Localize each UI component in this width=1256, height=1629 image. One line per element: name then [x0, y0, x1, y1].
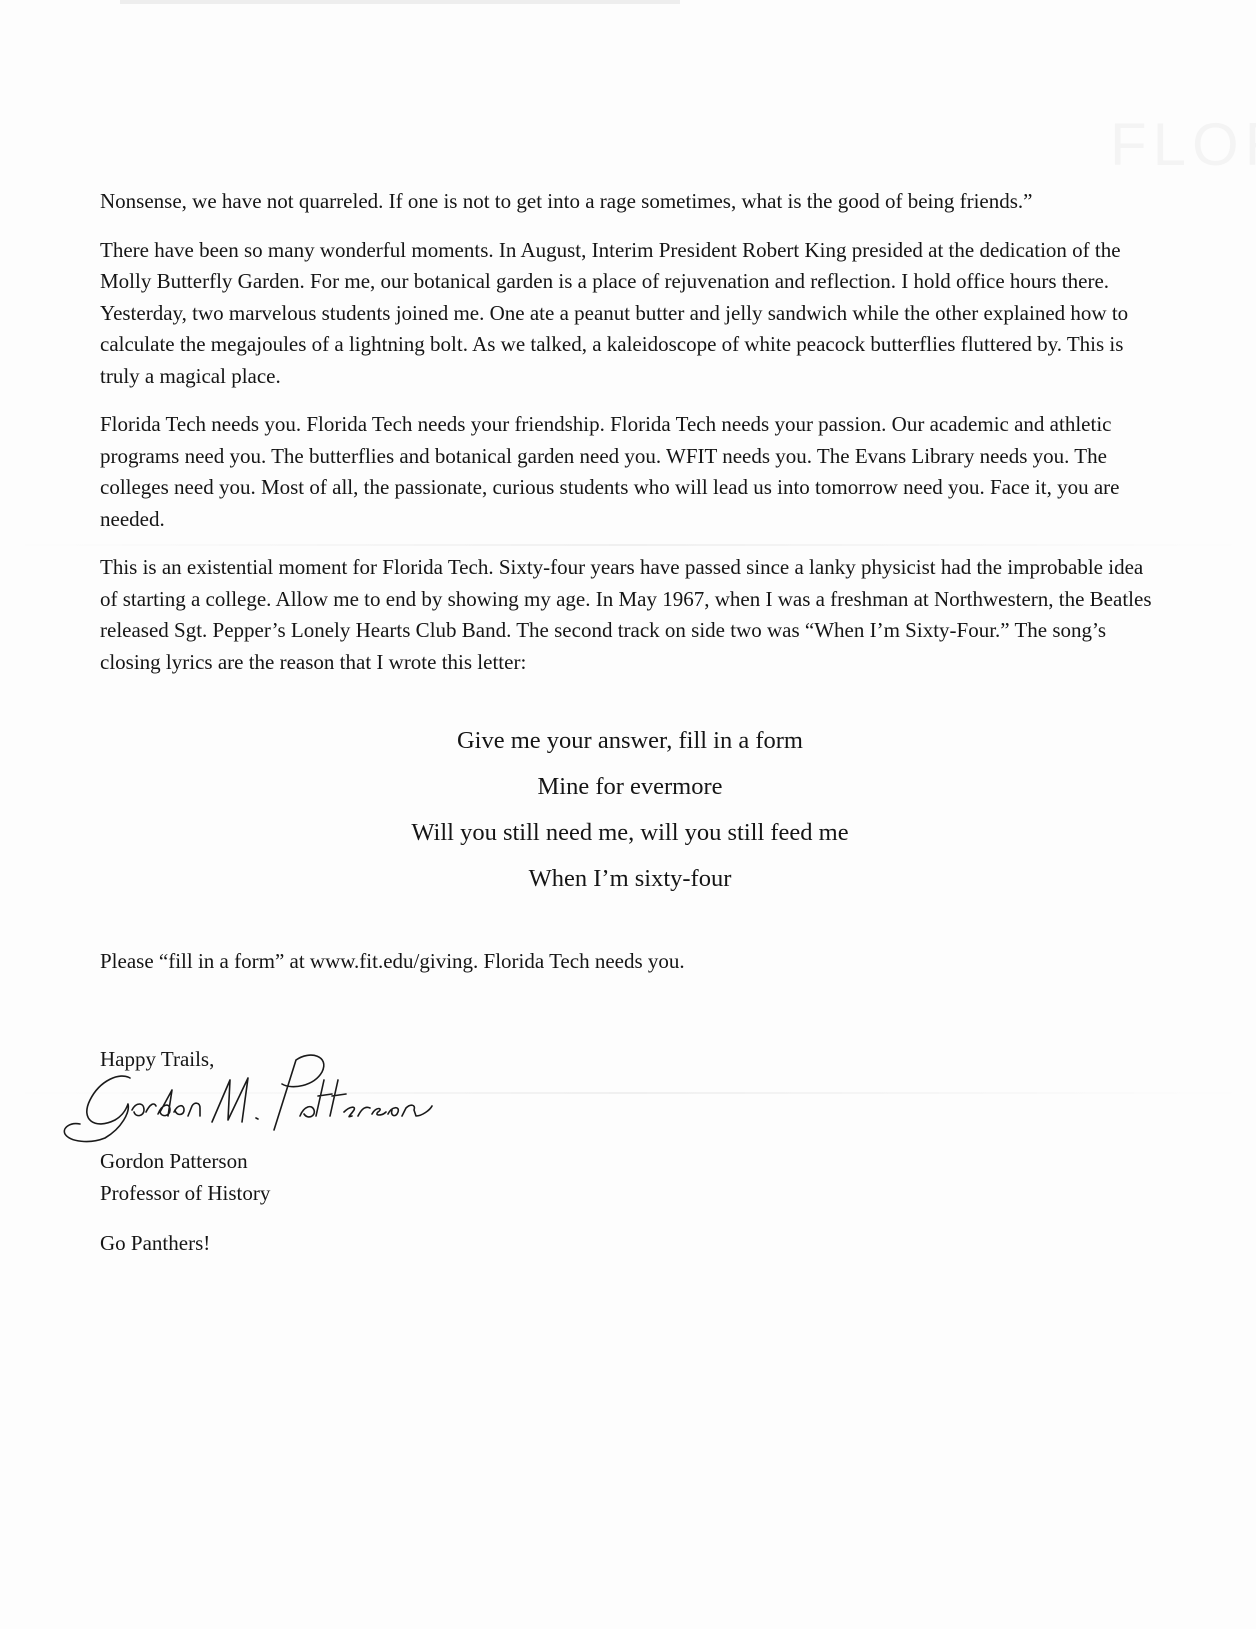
paragraph: This is an existential moment for Florida Tech. Sixty-four years have passed since a lanky physicist had the improbable idea of starting a college. Allow me to end by showing my age. In May 1967, when I was a freshman at Northwestern, the Beatles released Sgt. Pepper’s Lonely Hearts Club Band. The second track on side two was “When I’m Sixty-Four.” The song’s closing lyrics are the reason that I wrote this letter: [100, 555, 1152, 674]
closing-cheer: Go Panthers! [100, 1231, 211, 1255]
signer-block [100, 1146, 270, 1209]
signer-title: Professor of History [100, 1180, 271, 1205]
lyric-line: Will you still need me, will you still feed me [411, 819, 849, 846]
lyric-line: Give me your answer, fill in a form [456, 727, 803, 754]
song-lyrics [100, 718, 1160, 902]
paragraph: Nonsense, we have not quarreled. If one is not to get into a rage sometimes, what is the good of being friends.” [100, 189, 1033, 213]
paragraph: There have been so many wonderful moments. In August, Interim President Robert King presided at the dedication of the Molly Butterfly Garden. For me, our botanical garden is a place of rejuvenation and reflection. I hold office hours there. Yesterday, two marvelous students joined me. One ate a peanut butter and jelly sandwich while the other explained how to calculate the megajoules of a lightning bolt. As we talked, a kaleidoscope of white peacock butterflies fluttered by. This is truly a magical place. [100, 237, 1129, 388]
letterhead-bleed-through [1110, 110, 1256, 179]
signoff: Happy Trails, [100, 1047, 215, 1071]
lyric-line: Mine for evermore [537, 773, 723, 800]
handwritten-signature [60, 1050, 440, 1150]
scan-edge-mark [120, 0, 680, 4]
signer-name: Gordon Patterson [100, 1149, 248, 1173]
letter-body [100, 186, 1160, 695]
giving-appeal: Please “fill in a form” at www.fit.edu/giving. Florida Tech needs you. [100, 949, 685, 973]
paragraph: Florida Tech needs you. Florida Tech needs your friendship. Florida Tech needs your passion. Our academic and athletic programs need you. The butterflies and botanical garden need you. WFIT needs you. The Evans Library needs you. The colleges need you. Most of all, the passionate, curious students who will lead us into tomorrow need you. Face it, you are needed. [100, 412, 1120, 531]
lyric-line: When I’m sixty-four [528, 865, 732, 892]
